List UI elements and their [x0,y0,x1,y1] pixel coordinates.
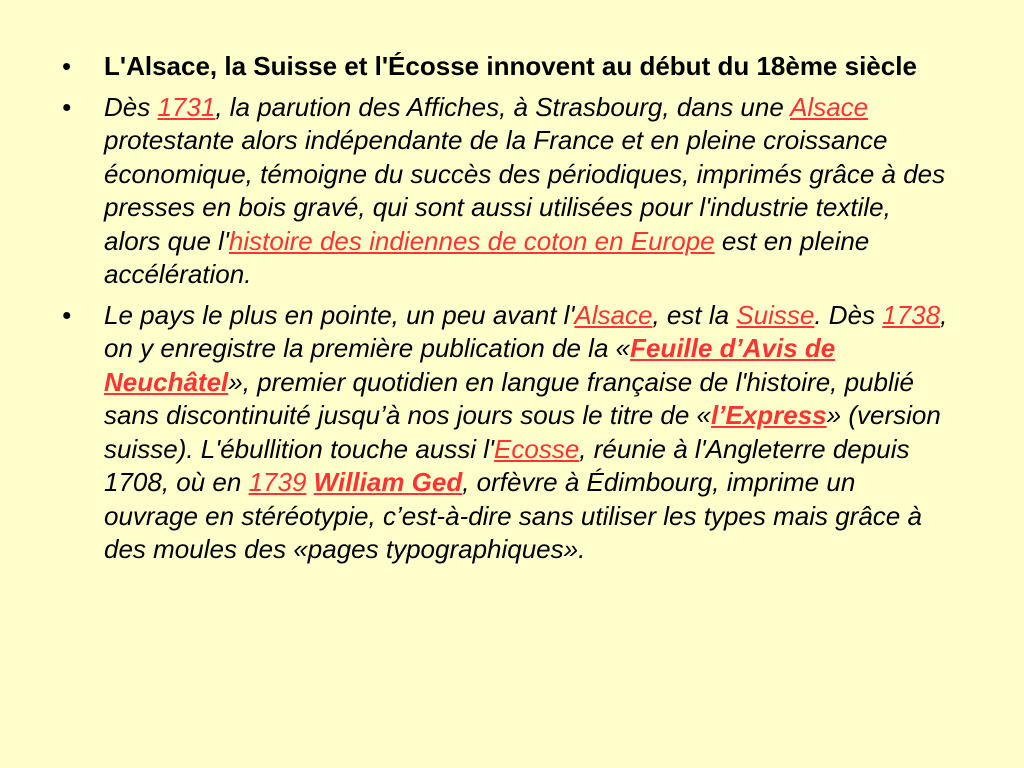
link-feuille-avis-neuchatel[interactable]: Feuille d’Avis de Neuchâtel [104,333,836,397]
link-1738[interactable]: 1738 [882,299,941,330]
link-ecosse[interactable]: Ecosse [494,433,580,464]
bullet-item-alsace [62,91,954,292]
bullet-marker: • [62,91,72,122]
text-segment: Dès [104,91,158,122]
bullet-item-suisse [62,299,954,567]
link-william-ged[interactable]: William Ged [313,467,463,497]
link-lexpress[interactable]: l’Express [711,400,827,430]
text-segment: », premier quotidien en langue française de l'histoire, publié sans discontinuité jusqu’à nos jours sous le titre de « [104,366,914,430]
bullet-list [62,50,954,567]
text-segment: protestante alors indépendante de la France et en pleine croissance économique, témoigne du succès des périodiques, imprimés grâce à des presses en bois gravé, qui sont aussi utilisées pour l'industrie textile, alors que l' [104,125,946,256]
text-segment: , réunie à l'Angleterre depuis 1708, où en [104,433,910,497]
link-alsace[interactable]: Alsace [790,91,869,122]
text-segment [306,467,313,497]
link-suisse[interactable]: Suisse [736,299,815,330]
text-segment: , est la [652,299,737,330]
bullet-item-heading [62,50,954,84]
link-1731[interactable]: 1731 [157,91,216,122]
text-segment: est en pleine accélération. [104,225,870,289]
text-segment: , la parution des Affiches, à Strasbourg, dans une [215,91,791,122]
slide-heading: L'Alsace, la Suisse et l'Écosse innovent au début du 18ème siècle [104,51,917,81]
link-1739[interactable]: 1739 [248,467,307,497]
text-segment: . Dès [814,299,883,330]
text-segment: , on y enregistre la première publication de la « [104,299,948,363]
bullet-marker: • [62,51,72,81]
text-segment: » (version suisse). L'ébullition touche aussi l' [104,400,941,464]
link-alsace[interactable]: Alsace [574,299,653,330]
text-segment: , orfèvre à Édimbourg, imprime un ouvrage en stéréotypie, c’est-à-dire sans utiliser les types mais grâce à des moules des «pages typographiques». [104,467,922,564]
text-segment: Le pays le plus en pointe, un peu avant l' [104,299,575,330]
bullet-marker: • [62,299,72,330]
link-histoire-indiennes[interactable]: histoire des indiennes de coton en Europe [228,225,715,256]
